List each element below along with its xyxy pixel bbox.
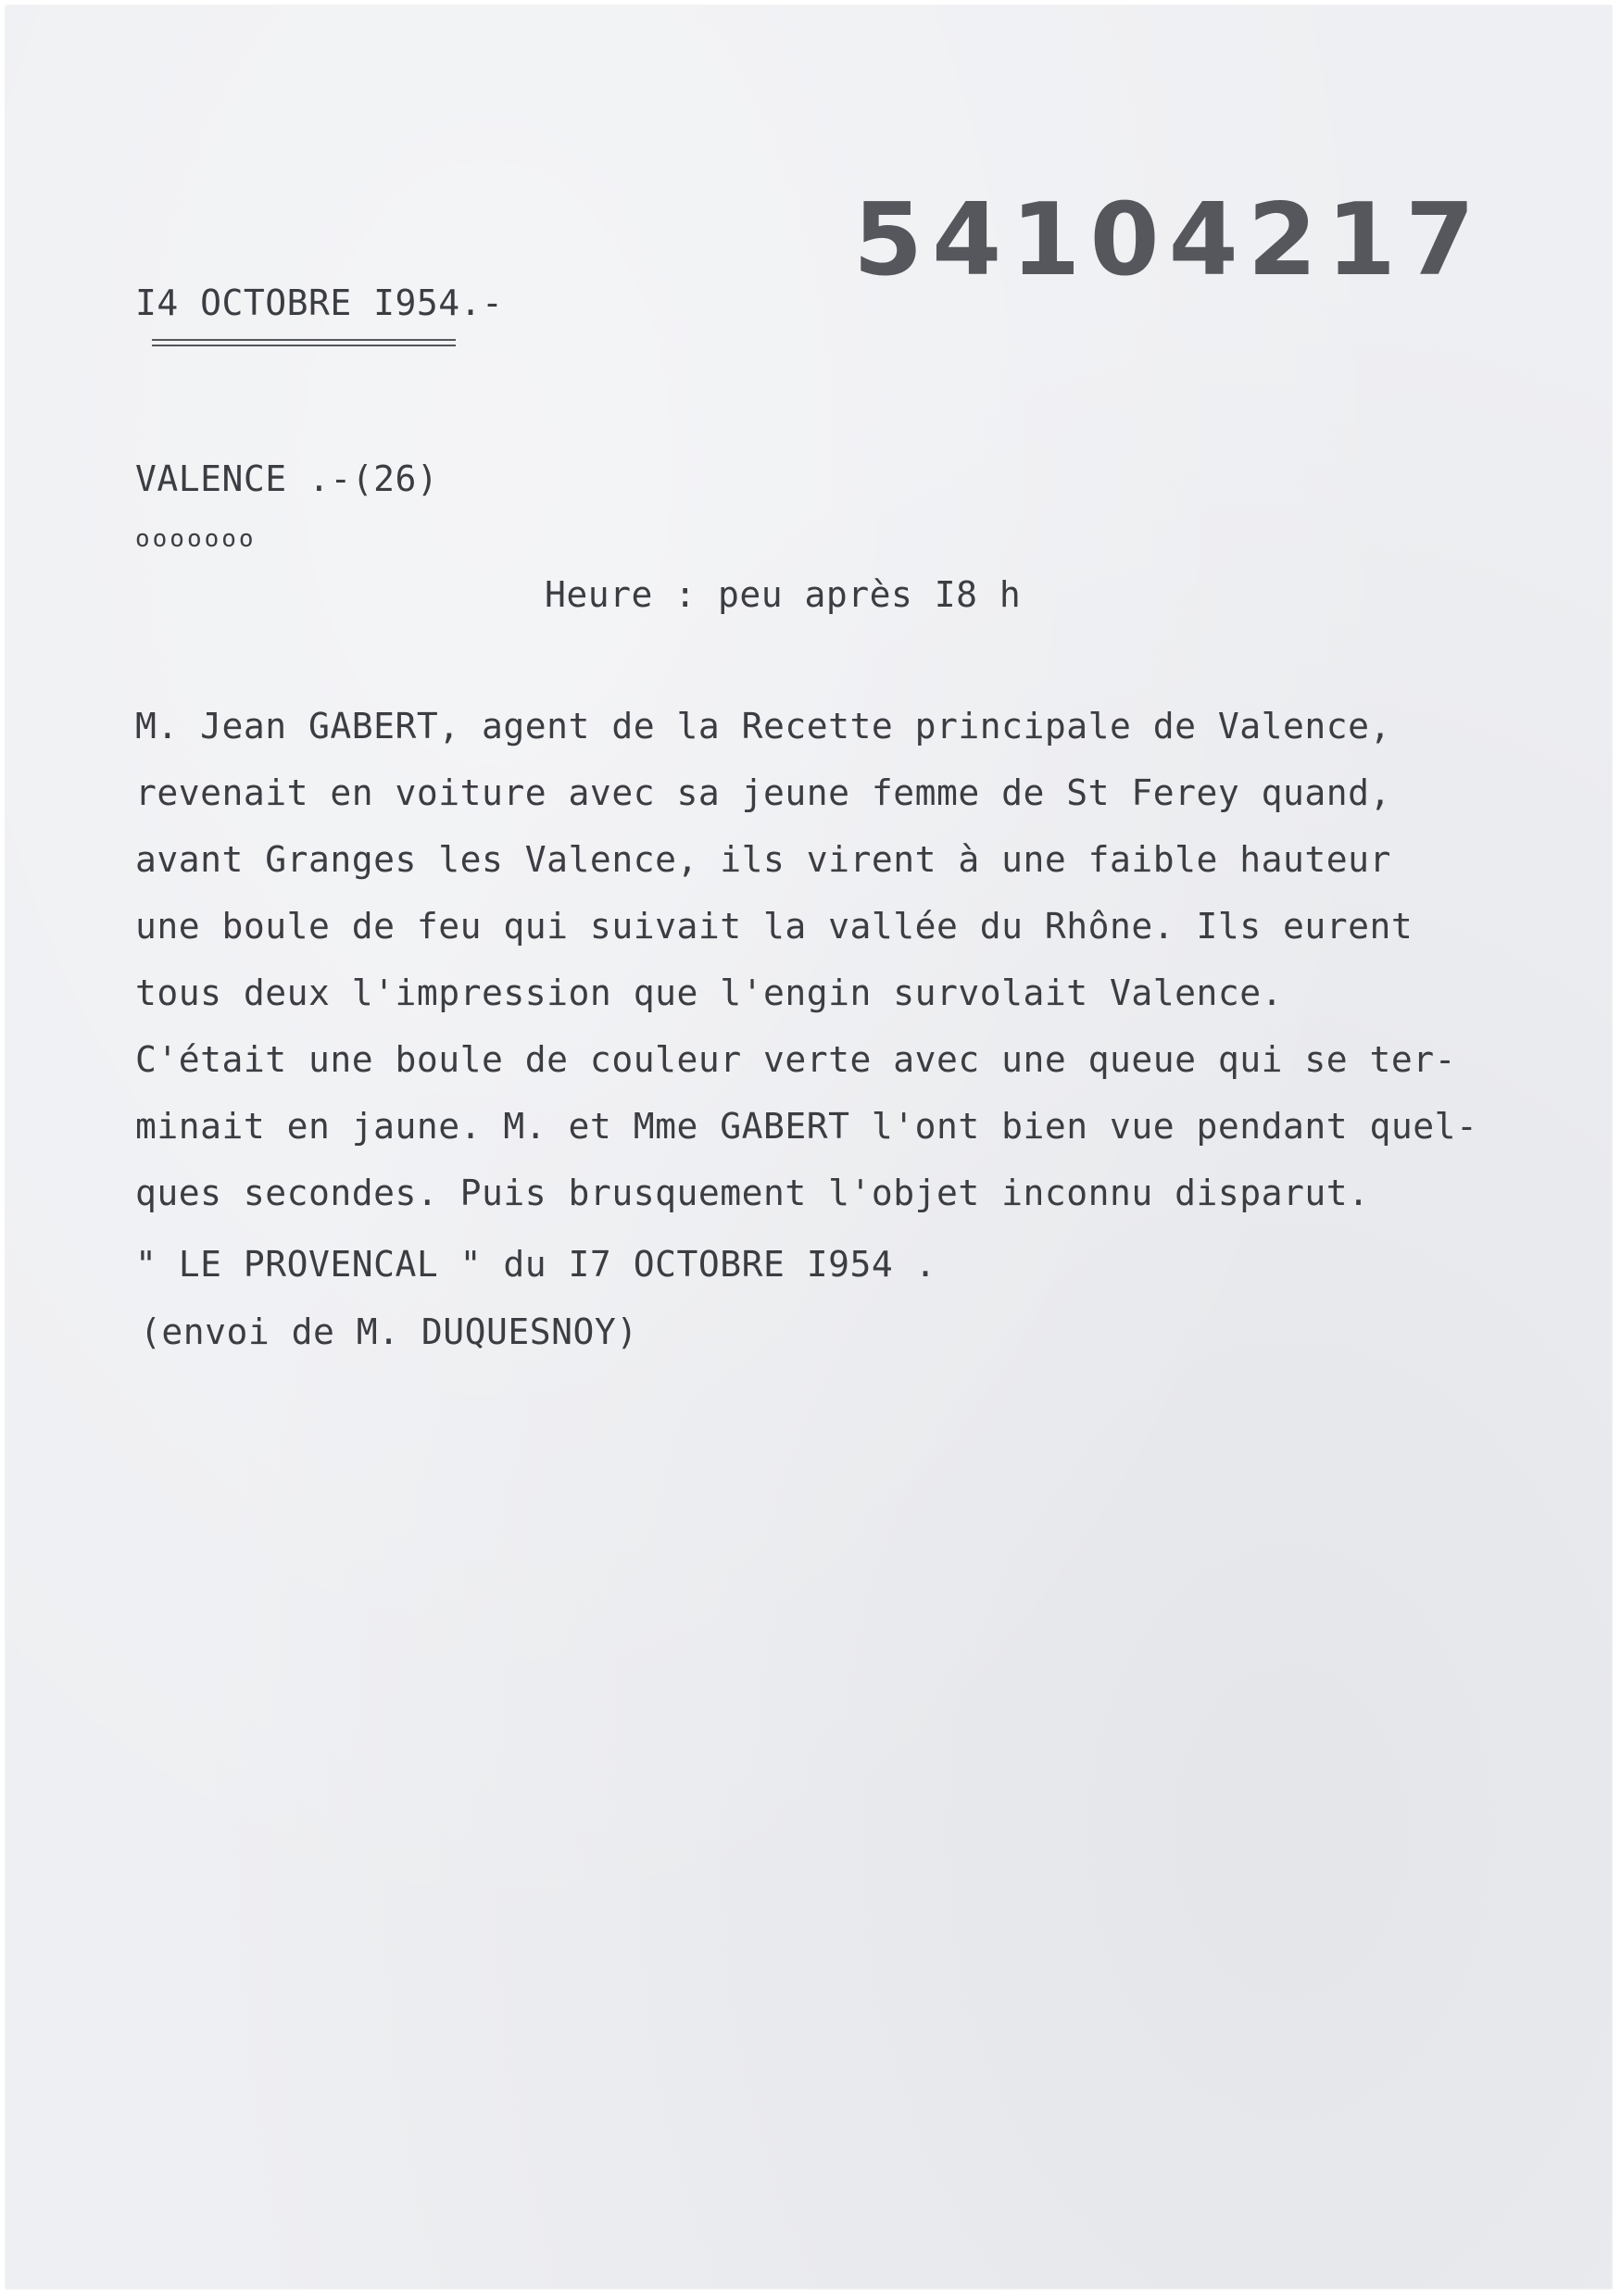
reference-number-stamp: 54104217	[853, 182, 1485, 298]
report-line: une boule de feu qui suivait la vallée du Rhône. Ils eurent	[135, 906, 1414, 947]
separator-circles: ooooooo	[135, 525, 257, 553]
document-date: I4 OCTOBRE I954.-	[135, 282, 504, 323]
report-body	[135, 693, 1515, 1226]
document-page	[6, 6, 1612, 2289]
report-line: C'était une boule de couleur verte avec une queue qui se ter-	[135, 1039, 1457, 1080]
report-line: ques secondes. Puis brusquement l'objet inconnu disparut.	[135, 1173, 1370, 1213]
report-line: avant Granges les Valence, ils virent à une faible hauteur	[135, 839, 1391, 880]
report-line: minait en jaune. M. et Mme GABERT l'ont bien vue pendant quel-	[135, 1106, 1478, 1147]
sender-note: (envoi de M. DUQUESNOY)	[140, 1311, 638, 1352]
report-line: tous deux l'impression que l'engin survolait Valence.	[135, 972, 1284, 1013]
report-line: M. Jean GABERT, agent de la Recette principale de Valence,	[135, 706, 1391, 747]
event-time: Heure : peu après I8 h	[545, 574, 1022, 615]
location-heading: VALENCE .-(26)	[135, 458, 439, 499]
report-line: revenait en voiture avec sa jeune femme de St Ferey quand,	[135, 772, 1391, 813]
newspaper-source: " LE PROVENCAL " du I7 OCTOBRE I954 .	[135, 1244, 936, 1285]
date-underline	[152, 339, 456, 346]
